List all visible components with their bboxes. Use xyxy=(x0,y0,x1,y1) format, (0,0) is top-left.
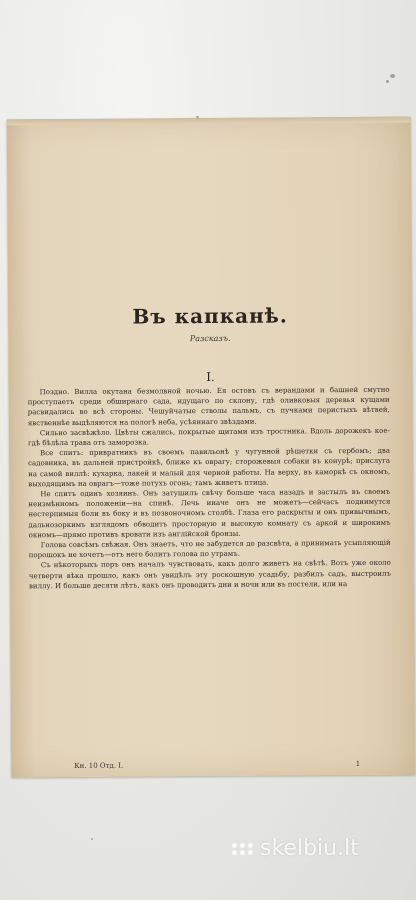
paragraph: Не спитъ одинъ хозяинъ. Онъ затушилъ свѣчу больше часа назадъ и застылъ въ своемъ неизмѣнномъ положеніи—на спинѣ. Лечь иначе онъ не можетъ—сейчасъ поднимутся нестерпимыя боли въ боку и въ позвоночномъ столбѣ. Глаза его раскрыты и онъ привычнымъ, дальнозоркимъ взглядомъ обводитъ просторную и высокую комнату съ аркой и широкимъ окномъ—прямо противъ кровати изъ англійской бронзы. xyxy=(28,487,391,540)
story-title: Въ капканѣ. xyxy=(132,303,288,329)
page-number: 1 xyxy=(355,759,361,768)
chapter-number: I. xyxy=(206,369,215,385)
paragraph: Сильно засвѣжѣло. Цвѣты сжались, покрытые щитами изъ тростника. Вдоль дорожекъ кое-гдѣ бѣлѣла трава отъ заморозка. xyxy=(27,426,390,448)
book-page xyxy=(7,117,416,778)
speck xyxy=(91,838,93,840)
paragraph: Съ нѣкоторыхъ поръ онъ началъ чувствовать, какъ долго живетъ на свѣтѣ. Вотъ уже около четверти вѣка прошло, какъ онъ увидѣлъ эту роскошную усадьбу, разбилъ садъ, выстроилъ виллу. И больше десяти лѣтъ, какъ онъ проводитъ дни и ночи или въ постели, или на xyxy=(28,559,391,591)
paragraph: Голова совсѣмъ свѣжая. Онъ знаетъ, что не забудется до разсвѣта, а принимать усыпляющій порошокъ не хочетъ—отъ него болитъ голова по утрамъ. xyxy=(28,538,391,560)
story-subtitle: Разсказъ. xyxy=(189,333,231,344)
speck xyxy=(390,74,395,78)
paragraph: Поздно. Вилла окутана безмолвной ночью. Ея остовъ съ верандами и башней смутно проступаетъ среди обширнаго сада, идущаго по склону, гдѣ оливковыя деревья кущами расвидались во всѣ стороны. Чешуйчатые стволы пальмъ, съ пучками перистыхъ вѣтвей, явственнѣе выдѣляются на пологѣ неба, усѣяннаго звѣздами. xyxy=(27,385,390,427)
speck xyxy=(386,80,389,83)
site-watermark xyxy=(232,836,359,861)
page-footer xyxy=(30,760,392,771)
watermark-logo-icon xyxy=(232,843,254,855)
body-text xyxy=(28,385,391,592)
signature-mark: Кн. 10 Отд. I. xyxy=(74,761,124,770)
paragraph: Все спитъ: привратникъ въ своемъ павильонѣ у чугунной рѣшетки съ гербомъ; два садовника, въ дальней пристройкѣ, ближе къ оврагу; сторожевыя собаки въ конурѣ; прислуга на самой виллѣ: кухарка, лакей и малый для черной работы. На верху, въ каморкѣ съ окномъ, выходящимъ на оврагъ—тоже потухъ огонь; тамъ живетъ птица. xyxy=(28,446,391,489)
watermark-text: skelbiu.lt xyxy=(260,836,359,861)
